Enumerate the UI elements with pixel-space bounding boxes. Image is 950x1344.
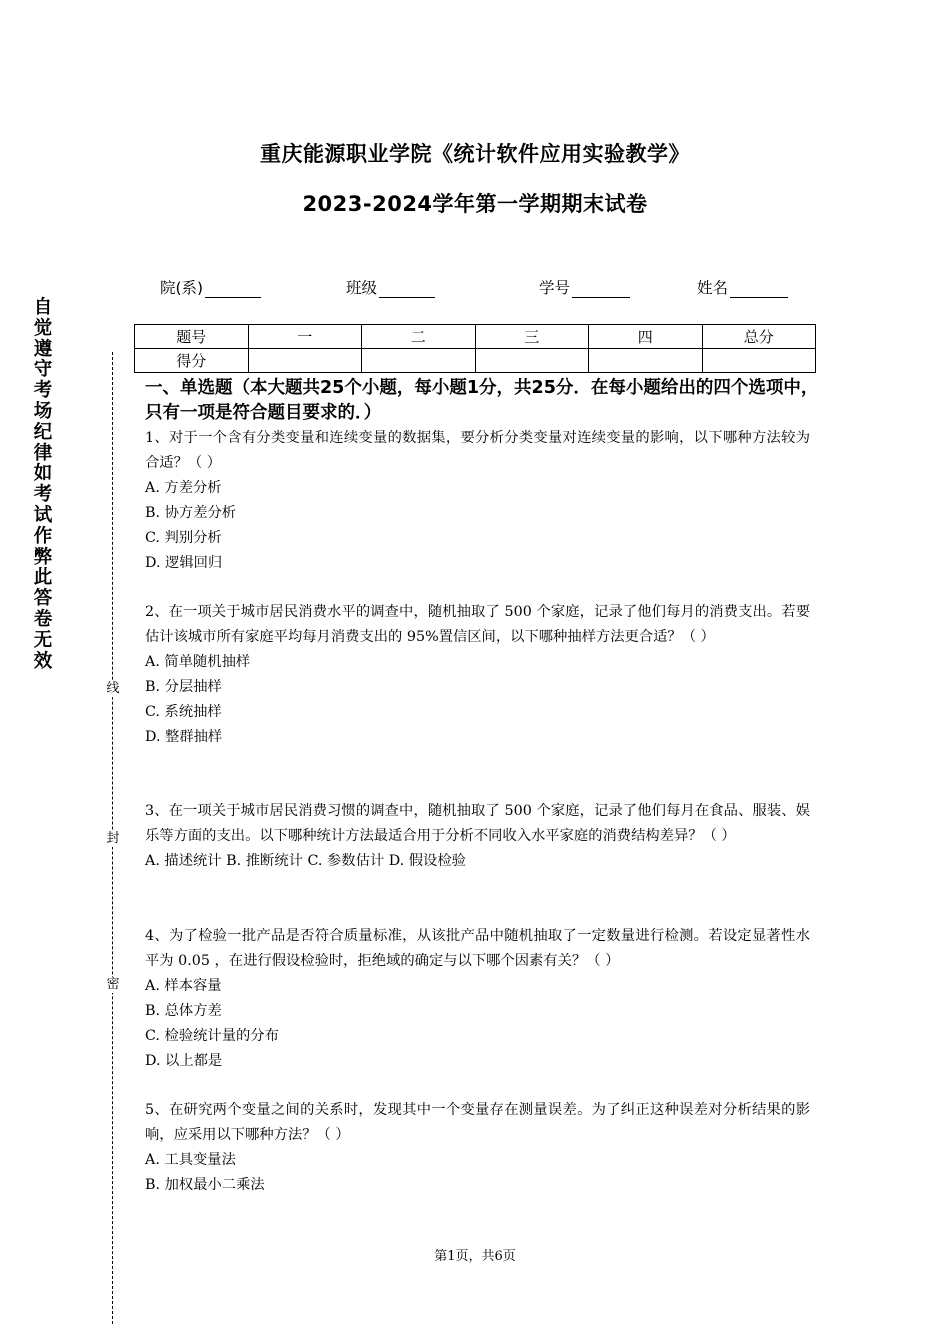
side-note-char: 卷 — [33, 608, 53, 630]
department-blank[interactable] — [205, 281, 261, 298]
score-table-cell[interactable] — [362, 349, 476, 373]
question-stem: 5、在研究两个变量之间的关系时，发现其中一个变量存在测量误差。为了纠正这种误差对分析结果的影响，应采用以下哪种方法？（ ） — [145, 1102, 810, 1143]
exam-title-line2: 2023-2024学年第一学期期末试卷 — [302, 192, 648, 216]
side-note-char: 守 — [33, 359, 53, 381]
score-table-header-row — [135, 325, 816, 349]
side-note-char: 弊 — [33, 546, 53, 568]
side-note-char: 考 — [33, 380, 53, 402]
option-d[interactable]: D. 整群抽样 — [145, 729, 223, 745]
score-table-cell: 得分 — [135, 349, 249, 373]
class-label: 班级 — [346, 279, 378, 297]
option-a[interactable]: A. 样本容量 — [145, 978, 222, 994]
exam-discipline-note — [30, 298, 56, 672]
option-c[interactable]: C. 检验统计量的分布 — [145, 1028, 279, 1044]
seal-mark-line: 线 — [106, 681, 120, 696]
side-note-char: 律 — [33, 442, 53, 464]
score-table — [134, 324, 816, 373]
option-a[interactable]: A. 简单随机抽样 — [145, 654, 251, 670]
score-table-cell[interactable] — [589, 349, 703, 373]
score-table-cell: 总分 — [702, 325, 816, 349]
option-b[interactable]: B. 分层抽样 — [145, 679, 222, 695]
score-table-cell[interactable] — [248, 349, 362, 373]
score-table-cell: 题号 — [135, 325, 249, 349]
score-table-cell: 二 — [362, 325, 476, 349]
side-note-char: 此 — [33, 567, 53, 589]
score-table-cell: 三 — [475, 325, 589, 349]
question-stem: 3、在一项关于城市居民消费习惯的调查中，随机抽取了 500 个家庭，记录了他们每月在食品、服装、娱乐等方面的支出。以下哪种统计方法最适合用于分析不同收入水平家庭的消费结构差异？（ ） — [145, 803, 810, 844]
student-id-blank[interactable] — [572, 281, 630, 298]
score-table-cell: 一 — [248, 325, 362, 349]
option-d[interactable]: D. 以上都是 — [145, 1053, 223, 1069]
exam-title-line1: 重庆能源职业学院《统计软件应用实验教学》 — [260, 142, 690, 166]
question-2 — [145, 600, 810, 750]
side-note-char: 觉 — [33, 317, 53, 339]
option-d[interactable]: D. 逻辑回归 — [145, 555, 223, 571]
score-table-score-row — [135, 349, 816, 373]
option-c[interactable]: C. 判别分析 — [145, 530, 222, 546]
option-b[interactable]: B. 总体方差 — [145, 1003, 222, 1019]
score-table-cell[interactable] — [475, 349, 589, 373]
question-1 — [145, 426, 810, 576]
department-label: 院(系) — [160, 279, 204, 297]
name-blank[interactable] — [730, 281, 788, 298]
question-4 — [145, 924, 810, 1074]
side-note-char: 效 — [33, 650, 53, 672]
option-a[interactable]: A. 工具变量法 — [145, 1152, 236, 1168]
side-note-char: 如 — [33, 463, 53, 485]
side-note-char: 遵 — [33, 338, 53, 360]
page-footer: 第1页，共6页 — [434, 1249, 516, 1264]
seal-mark-seal: 封 — [106, 831, 120, 846]
side-note-char: 自 — [33, 297, 53, 318]
option-c[interactable]: C. 系统抽样 — [145, 704, 222, 720]
score-table-cell: 四 — [589, 325, 703, 349]
option-b[interactable]: B. 协方差分析 — [145, 505, 237, 521]
student-id-field[interactable] — [539, 276, 630, 298]
side-note-char: 试 — [33, 504, 53, 526]
side-note-char: 考 — [33, 484, 53, 506]
question-3 — [145, 799, 810, 874]
option-row[interactable]: A. 描述统计 B. 推断统计 C. 参数估计 D. 假设检验 — [145, 853, 466, 869]
side-note-char: 作 — [33, 525, 53, 547]
question-stem: 1、对于一个含有分类变量和连续变量的数据集，要分析分类变量对连续变量的影响，以下哪种方法较为合适？（ ） — [145, 430, 810, 471]
section-heading: 一、单选题（本大题共25个小题，每小题1分，共25分．在每小题给出的四个选项中，只有一项是符合题目要求的．） — [145, 378, 819, 423]
option-a[interactable]: A. 方差分析 — [145, 480, 222, 496]
class-field[interactable] — [346, 276, 435, 298]
side-note-char: 场 — [33, 400, 53, 422]
option-b[interactable]: B. 加权最小二乘法 — [145, 1177, 265, 1193]
name-label: 姓名 — [697, 279, 729, 297]
class-blank[interactable] — [379, 281, 435, 298]
side-note-char: 纪 — [33, 421, 53, 443]
student-id-label: 学号 — [539, 279, 571, 297]
question-stem: 2、在一项关于城市居民消费水平的调查中，随机抽取了 500 个家庭，记录了他们每月的消费支出。若要估计该城市所有家庭平均每月消费支出的 95%置信区间，以下哪种抽样方法更合适？（ ） — [145, 604, 810, 645]
name-field[interactable] — [697, 276, 788, 298]
question-stem: 4、为了检验一批产品是否符合质量标准，从该批产品中随机抽取了一定数量进行检测。若设定显著性水平为 0.05 ，在进行假设检验时，拒绝域的确定与以下哪个因素有关？（ ） — [145, 928, 810, 969]
score-table-cell[interactable] — [702, 349, 816, 373]
seal-mark-secret: 密 — [106, 977, 120, 992]
side-note-char: 答 — [33, 588, 53, 610]
side-note-char: 无 — [33, 629, 53, 651]
question-5 — [145, 1098, 810, 1198]
department-field[interactable] — [160, 276, 261, 298]
